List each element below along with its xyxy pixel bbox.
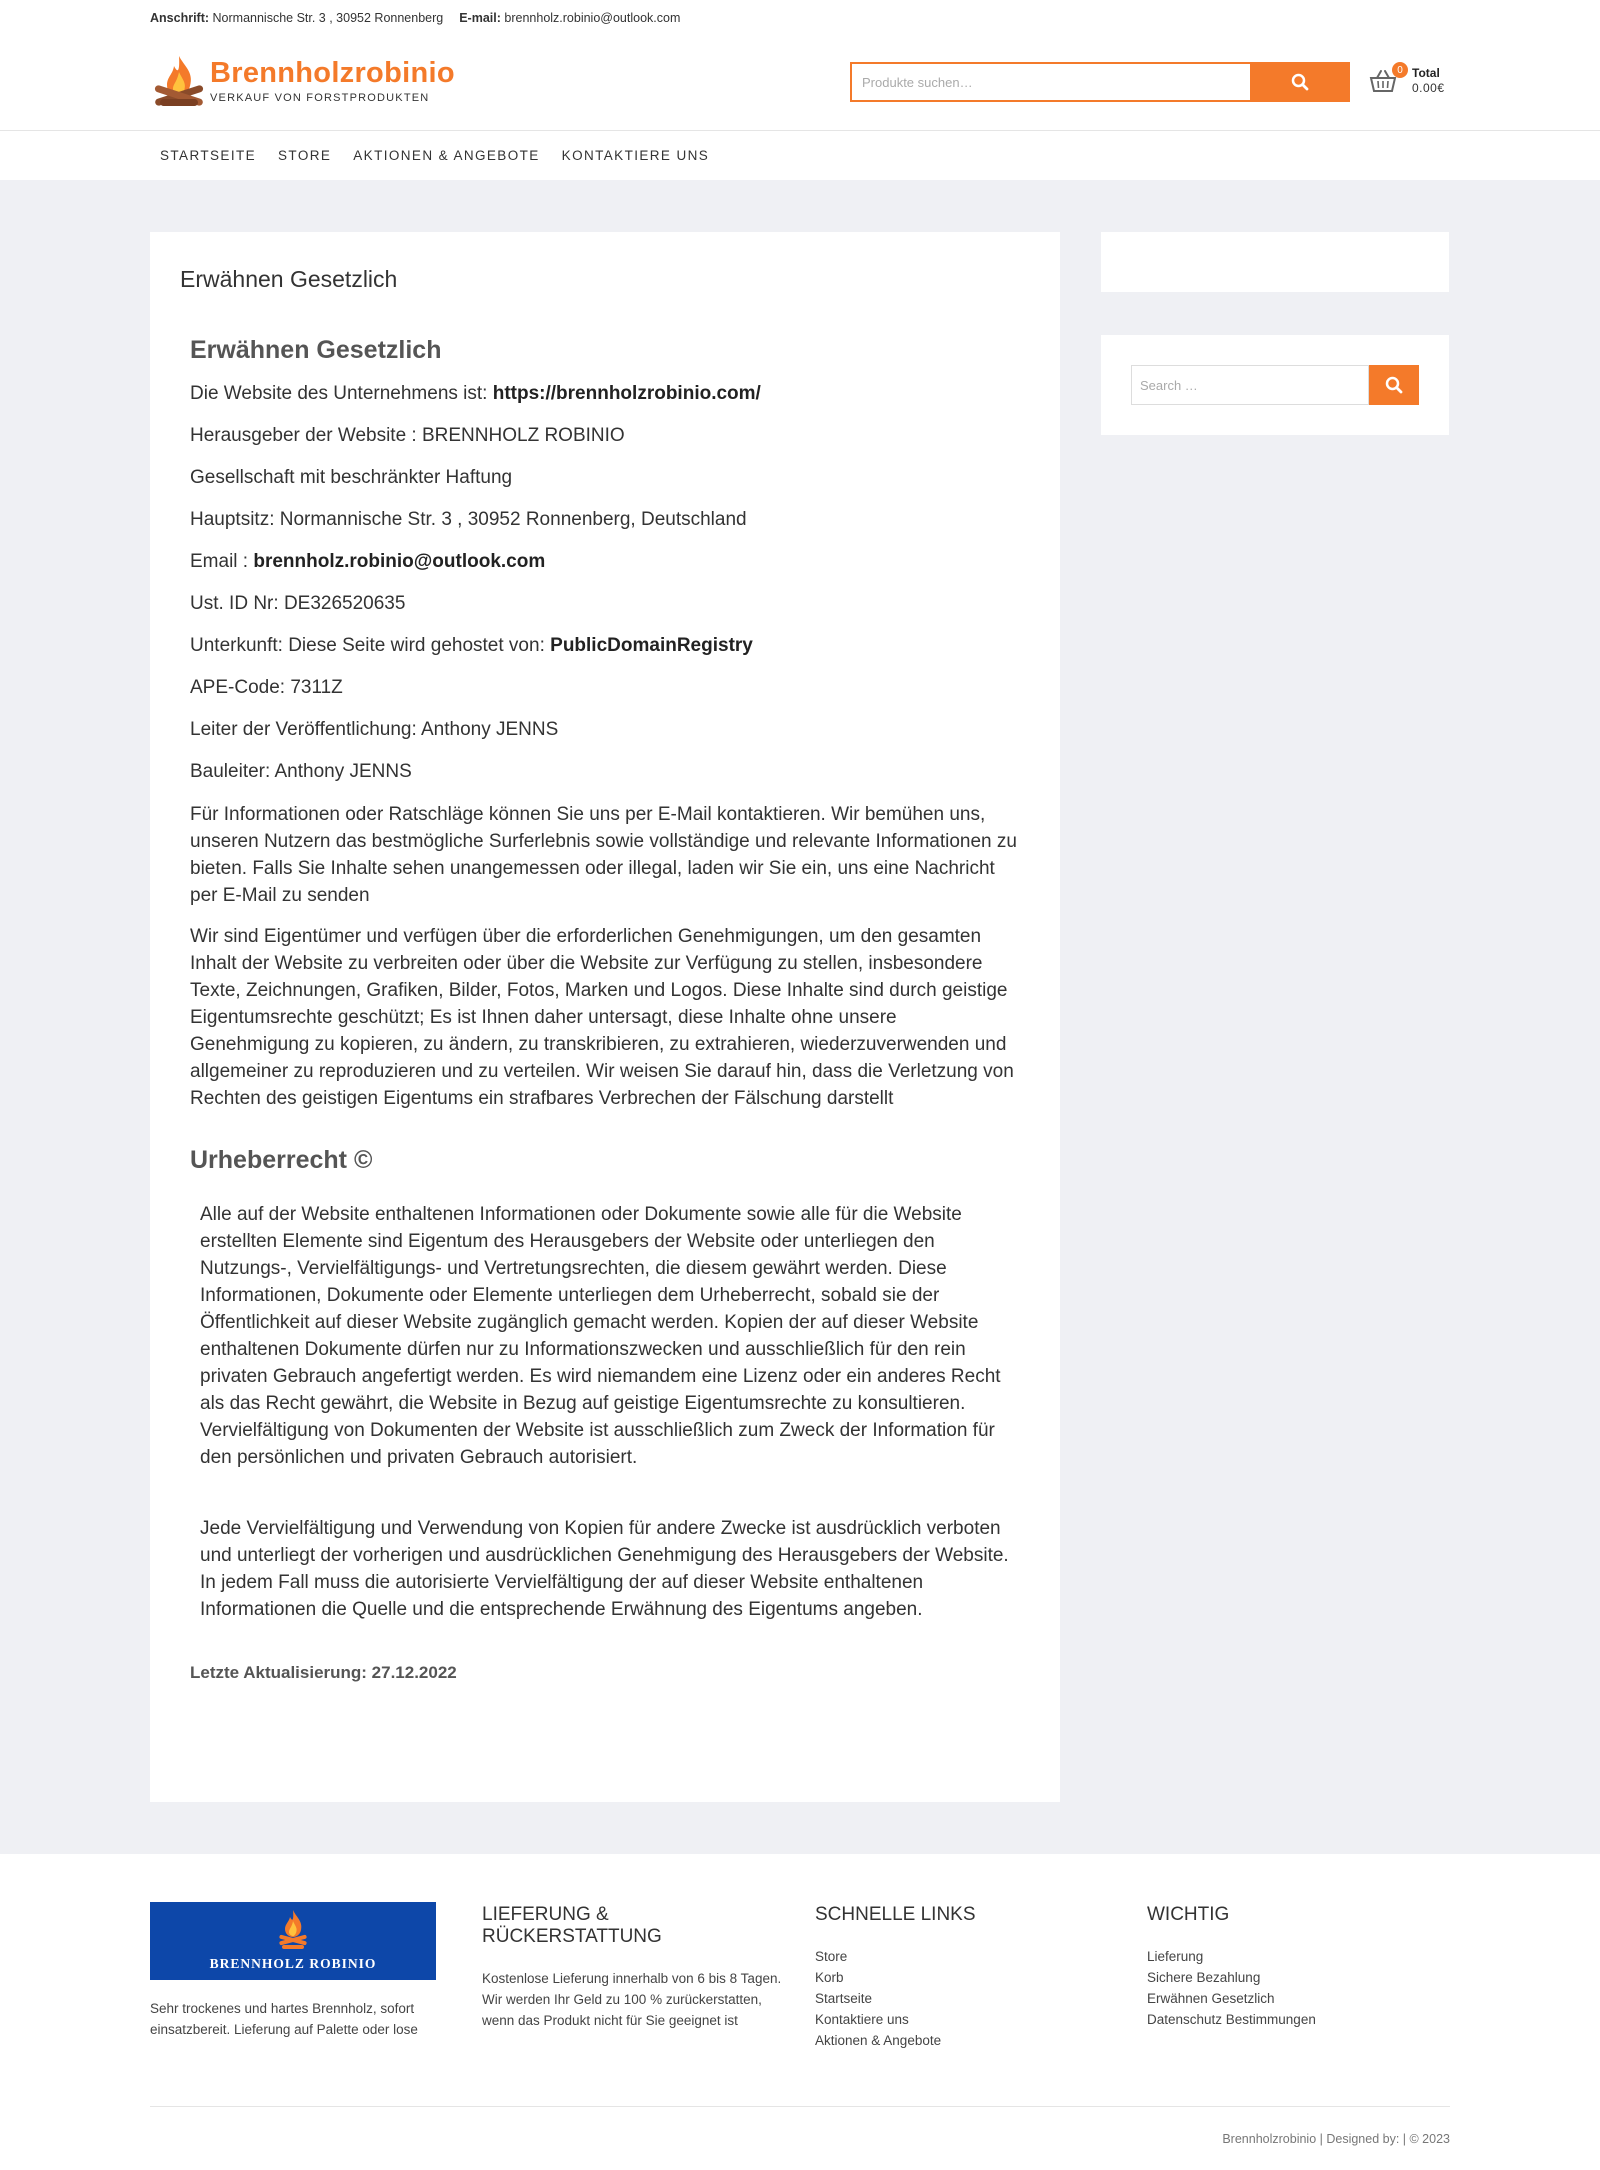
site-footer xyxy=(0,1854,1600,2170)
search-icon xyxy=(1385,376,1403,394)
email-value[interactable]: brennholz.robinio@outlook.com xyxy=(504,11,681,25)
sidebar-widget-empty xyxy=(1101,232,1449,292)
nav-item-startseite[interactable]: STARTSEITE xyxy=(160,148,257,163)
footer-link-datenschutz[interactable]: Datenschutz Bestimmungen xyxy=(1147,2012,1316,2027)
nav-item-store[interactable]: STORE xyxy=(278,148,332,163)
footer-link-korb[interactable]: Korb xyxy=(815,1970,844,1985)
info-line: Email : brennholz.robinio@outlook.com xyxy=(190,551,546,572)
cart-widget[interactable] xyxy=(1368,66,1445,96)
footer-link-aktionen[interactable]: Aktionen & Angebote xyxy=(815,2033,942,2048)
footer-column-title: SCHNELLE LINKS xyxy=(815,1904,976,1925)
footer-column-delivery xyxy=(482,1904,792,2031)
article-heading: Erwähnen Gesetzlich xyxy=(190,336,442,364)
footer-link-kontakt[interactable]: Kontaktiere uns xyxy=(815,2012,909,2027)
product-search-button[interactable] xyxy=(1250,62,1350,102)
campfire-icon xyxy=(277,1908,309,1952)
footer-column-title: LIEFERUNG & RÜCKERSTATTUNG xyxy=(482,1904,662,1947)
cart-total-label: Total xyxy=(1412,66,1440,80)
footer-copyright: Brennholzrobinio | Designed by: | © 2023 xyxy=(1222,2132,1450,2146)
footer-column-important xyxy=(1147,1904,1457,2030)
nav-item-aktionen[interactable]: AKTIONEN & ANGEBOTE xyxy=(353,148,540,163)
footer-link-impressum[interactable]: Erwähnen Gesetzlich xyxy=(1147,1991,1275,2006)
copyright-paragraph-1: Alle auf der Website enthaltenen Informationen oder Dokumente sowie alle für die Website erstellten Elemente sind Eigentum des Herausgebers der Website oder unterliegen den Nutzungs-, Vervielfältigungs- und Vertretungsrechten, die diesem gewährt werden. Diese Informationen, Dokumente oder Elemente unterliegen dem Urheberrecht, sobald sie der Öffentlichkeit auf dieser Website zugänglich gemacht werden. Kopien der auf dieser Website enthaltenen Dokumente dürfen nur zu Informationszwecken und ausschließlich für den rein privaten Gebrauch angefertigt werden. Es wird niemandem eine Lizenz oder ein anderes Recht als das Recht gewährt, die Website in Bezug auf geistige Eigentumsrechte zu konsultieren. Vervielfältigung von Dokumenten der Website ist ausschließlich zum Zweck der Information für den persönlichen und privaten Gebrauch autorisiert. xyxy=(200,1204,1001,1468)
product-search-input[interactable] xyxy=(850,62,1250,102)
footer-delivery-text: Kostenlose Lieferung innerhalb von 6 bis 8 Tagen. Wir werden Ihr Geld zu 100 % zurückerstatten, wenn das Produkt nicht für Sie geeignet ist xyxy=(482,1971,782,2028)
sidebar-search-button[interactable] xyxy=(1369,365,1419,405)
sidebar-search-widget xyxy=(1101,335,1449,435)
cart-total-value: 0.00€ xyxy=(1412,81,1445,95)
email-label: E-mail: xyxy=(459,11,501,25)
footer-link-bezahlung[interactable]: Sichere Bezahlung xyxy=(1147,1970,1261,1985)
page-title: Erwähnen Gesetzlich xyxy=(180,266,398,292)
copyright-paragraph-2: Jede Vervielfältigung und Verwendung von Kopien für andere Zwecke ist ausdrücklich verboten und unterliegt der vorherigen und ausdrücklichen Genehmigung des Herausgebers der Website. In jedem Fall muss die autorisierte Vervielfältigung der auf dieser Website enthaltenen Informationen die Quelle und die entsprechende Erwähnung des Eigentums angeben. xyxy=(200,1518,1009,1620)
footer-column-title: WICHTIG xyxy=(1147,1904,1230,1925)
main-nav xyxy=(0,130,1600,180)
search-icon xyxy=(1291,73,1309,91)
address-label: Anschrift: xyxy=(150,11,210,25)
sidebar-search-input[interactable] xyxy=(1131,365,1369,405)
site-logo[interactable] xyxy=(150,52,455,110)
footer-logo[interactable] xyxy=(150,1902,436,1980)
footer-link-store[interactable]: Store xyxy=(815,1949,848,1964)
nav-item-kontakt[interactable]: KONTAKTIERE UNS xyxy=(561,148,710,163)
copyright-heading: Urheberrecht © xyxy=(190,1146,373,1174)
footer-divider xyxy=(150,2106,1450,2107)
last-updated: Letzte Aktualisierung: 27.12.2022 xyxy=(190,1663,457,1682)
info-line: Gesellschaft mit beschränkter Haftung xyxy=(190,467,513,488)
logo-subtitle: VERKAUF VON FORSTPRODUKTEN xyxy=(210,92,430,104)
ownership-paragraph: Wir sind Eigentümer und verfügen über die erforderlichen Genehmigungen, um den gesamten Inhalt der Website zu verbreiten oder über die Website zur Verfügung zu stellen, insbesondere Texte, Zeichnungen, Grafiken, Bilder, Fotos, Marken und Logos. Diese Inhalte sind durch geistige Eigentumsrechte geschützt; Es ist Ihnen daher untersagt, diese Inhalte ohne unsere Genehmigung zu kopieren, zu ändern, zu transkribieren, zu extrahieren, wiederzuverwenden und allgemeiner zu reproduzieren und zu verteilen. Wir weisen Sie darauf hin, dass die Verletzung von Rechten des geistigen Eigentums ein strafbares Verbrechen der Fälschung darstellt xyxy=(190,926,1014,1109)
info-line: Hauptsitz: Normannische Str. 3 , 30952 Ronnenberg, Deutschland xyxy=(190,509,747,530)
product-search xyxy=(850,62,1350,102)
footer-description: Sehr trockenes und hartes Brennholz, sofort einsatzbereit. Lieferung auf Palette oder lose xyxy=(150,2001,418,2037)
address-value: Normannische Str. 3 , 30952 Ronnenberg xyxy=(212,11,444,25)
footer-column-quick-links xyxy=(815,1904,1125,2051)
host-name: PublicDomainRegistry xyxy=(550,635,753,656)
website-link[interactable]: https://brennholzrobinio.com/ xyxy=(492,383,761,404)
contact-paragraph: Für Informationen oder Ratschläge können Sie uns per E-Mail kontaktieren. Wir bemühen uns, unseren Nutzern das bestmögliche Surferlebnis sowie vollständige und relevante Informationen zu bieten. Falls Sie Inhalte sehen unangemessen oder illegal, laden wir Sie ein, uns eine Nachricht per E-Mail zu senden xyxy=(190,804,1017,906)
site-header xyxy=(0,36,1600,130)
info-line: APE-Code: 7311Z xyxy=(190,677,343,698)
info-line: Unterkunft: Diese Seite wird gehostet von: PublicDomainRegistry xyxy=(190,635,753,656)
info-line: Leiter der Veröffentlichung: Anthony JENNS xyxy=(190,719,559,740)
cart-icon-wrap[interactable] xyxy=(1368,64,1403,96)
info-line: Die Website des Unternehmens ist: https://brennholzrobinio.com/ xyxy=(190,383,761,404)
article-body xyxy=(190,336,1020,1683)
top-info-bar xyxy=(0,0,1600,36)
content-card xyxy=(150,232,1060,1802)
info-line: Ust. ID Nr: DE326520635 xyxy=(190,593,406,614)
campfire-icon xyxy=(150,52,208,110)
footer-link-lieferung[interactable]: Lieferung xyxy=(1147,1949,1204,1964)
info-line: Herausgeber der Website : BRENNHOLZ ROBINIO xyxy=(190,425,625,446)
logo-title: Brennholzrobinio xyxy=(210,57,455,89)
cart-count-badge: 0 xyxy=(1392,62,1408,78)
email-link[interactable]: brennholz.robinio@outlook.com xyxy=(253,551,546,572)
info-line: Bauleiter: Anthony JENNS xyxy=(190,761,412,782)
footer-logo-text: BRENNHOLZ ROBINIO xyxy=(209,1956,377,1971)
main-area xyxy=(0,180,1600,1854)
footer-link-startseite[interactable]: Startseite xyxy=(815,1991,873,2006)
